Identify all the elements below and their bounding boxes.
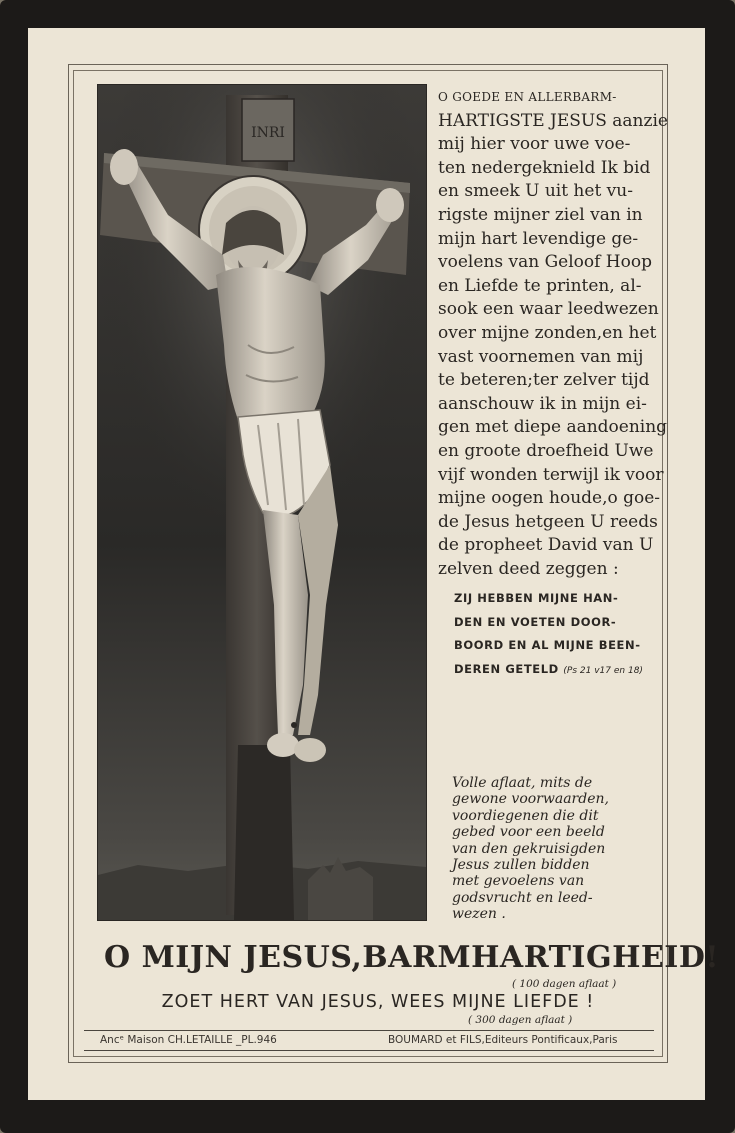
- imprint-rule-top: [84, 1030, 654, 1031]
- crucifixion-engraving: [97, 84, 427, 921]
- indulgence-line: met gevoelens van: [452, 873, 585, 890]
- prayer-line: HARTIGSTE JESUS aanzie: [438, 110, 668, 131]
- prayer-line: aanschouw ik in mijn ei-: [438, 393, 647, 414]
- inri-inscription: INRI: [251, 125, 285, 141]
- prayer-line: voelens van Geloof Hoop: [438, 252, 652, 273]
- psalm-line: BOORD EN AL MIJNE BEEN-: [454, 638, 641, 653]
- prayer-line: ten nedergeknield Ik bid: [438, 157, 651, 178]
- prayer-line: mijne oogen houde,o goe-: [438, 488, 661, 509]
- prayer-line: vast voornemen van mij: [438, 346, 644, 367]
- indulgence-line: Volle aflaat, mits de: [452, 775, 593, 791]
- prayer-line: over mijne zonden,en het: [438, 322, 657, 343]
- prayer-line: vijf wonden terwijl ik voor: [438, 464, 664, 485]
- publisher-right: BOUMARD et FILS,Editeurs Pontificaux,Paris: [388, 1034, 618, 1046]
- prayer-line: rigste mijner ziel van in: [438, 204, 643, 225]
- heading-indulgence-note: ( 100 dagen aflaat ): [512, 978, 617, 990]
- psalm-line-last: [438, 658, 660, 684]
- indulgence-line: gewone voorwaarden,: [452, 791, 609, 808]
- indulgence-line: gebed voor een beeld: [452, 824, 605, 841]
- main-heading: O MIJN JESUS,BARMHARTIGHEID!: [104, 940, 720, 975]
- prayer-text: [438, 86, 668, 683]
- prayer-line: en Liefde te printen, al-: [438, 275, 642, 296]
- psalm-line: DEN EN VOETEN DOOR-: [454, 614, 617, 629]
- prayer-line: O GOEDE EN ALLERBARM-: [438, 90, 617, 104]
- prayer-line: en groote droefheid Uwe: [438, 440, 654, 461]
- indulgence-line: wezen .: [452, 906, 506, 923]
- psalm-reference: (Ps 21 v17 en 18): [563, 665, 643, 676]
- indulgence-note: [452, 775, 664, 923]
- psalm-line: DEREN GETELD: [454, 661, 559, 676]
- prayer-line: en smeek U uit het vu-: [438, 181, 633, 202]
- indulgence-line: godsvrucht en leed-: [452, 889, 593, 906]
- prayer-line: te beteren;ter zelver tijd: [438, 370, 650, 391]
- psalm-line: ZIJ HEBBEN MIJNE HAN-: [454, 591, 619, 606]
- indulgence-line: van den gekruisigden: [452, 840, 606, 857]
- prayer-line: mijn hart levendige ge-: [438, 228, 639, 249]
- prayer-line: zelven deed zeggen :: [438, 558, 619, 579]
- indulgence-line: Jesus zullen bidden: [452, 857, 590, 874]
- indulgence-line: voordiegenen die dit: [452, 807, 599, 824]
- psalm-quote: [438, 587, 660, 683]
- prayer-line: de propheet David van U: [438, 535, 654, 556]
- prayer-line: gen met diepe aandoening: [438, 417, 668, 438]
- sub-heading: ZOET HERT VAN JESUS, WEES MIJNE LIEFDE !: [161, 992, 595, 1012]
- prayer-line: mij hier voor uwe voe-: [438, 134, 631, 155]
- imprint-rule-bottom: [84, 1050, 654, 1051]
- prayer-line: sook een waar leedwezen: [438, 299, 659, 320]
- prayer-line: de Jesus hetgeen U reeds: [438, 511, 658, 532]
- subheading-indulgence-note: ( 300 dagen aflaat ): [468, 1014, 573, 1026]
- publisher-left: Ancᵉ Maison CH.LETAILLE _PL.946: [100, 1034, 277, 1046]
